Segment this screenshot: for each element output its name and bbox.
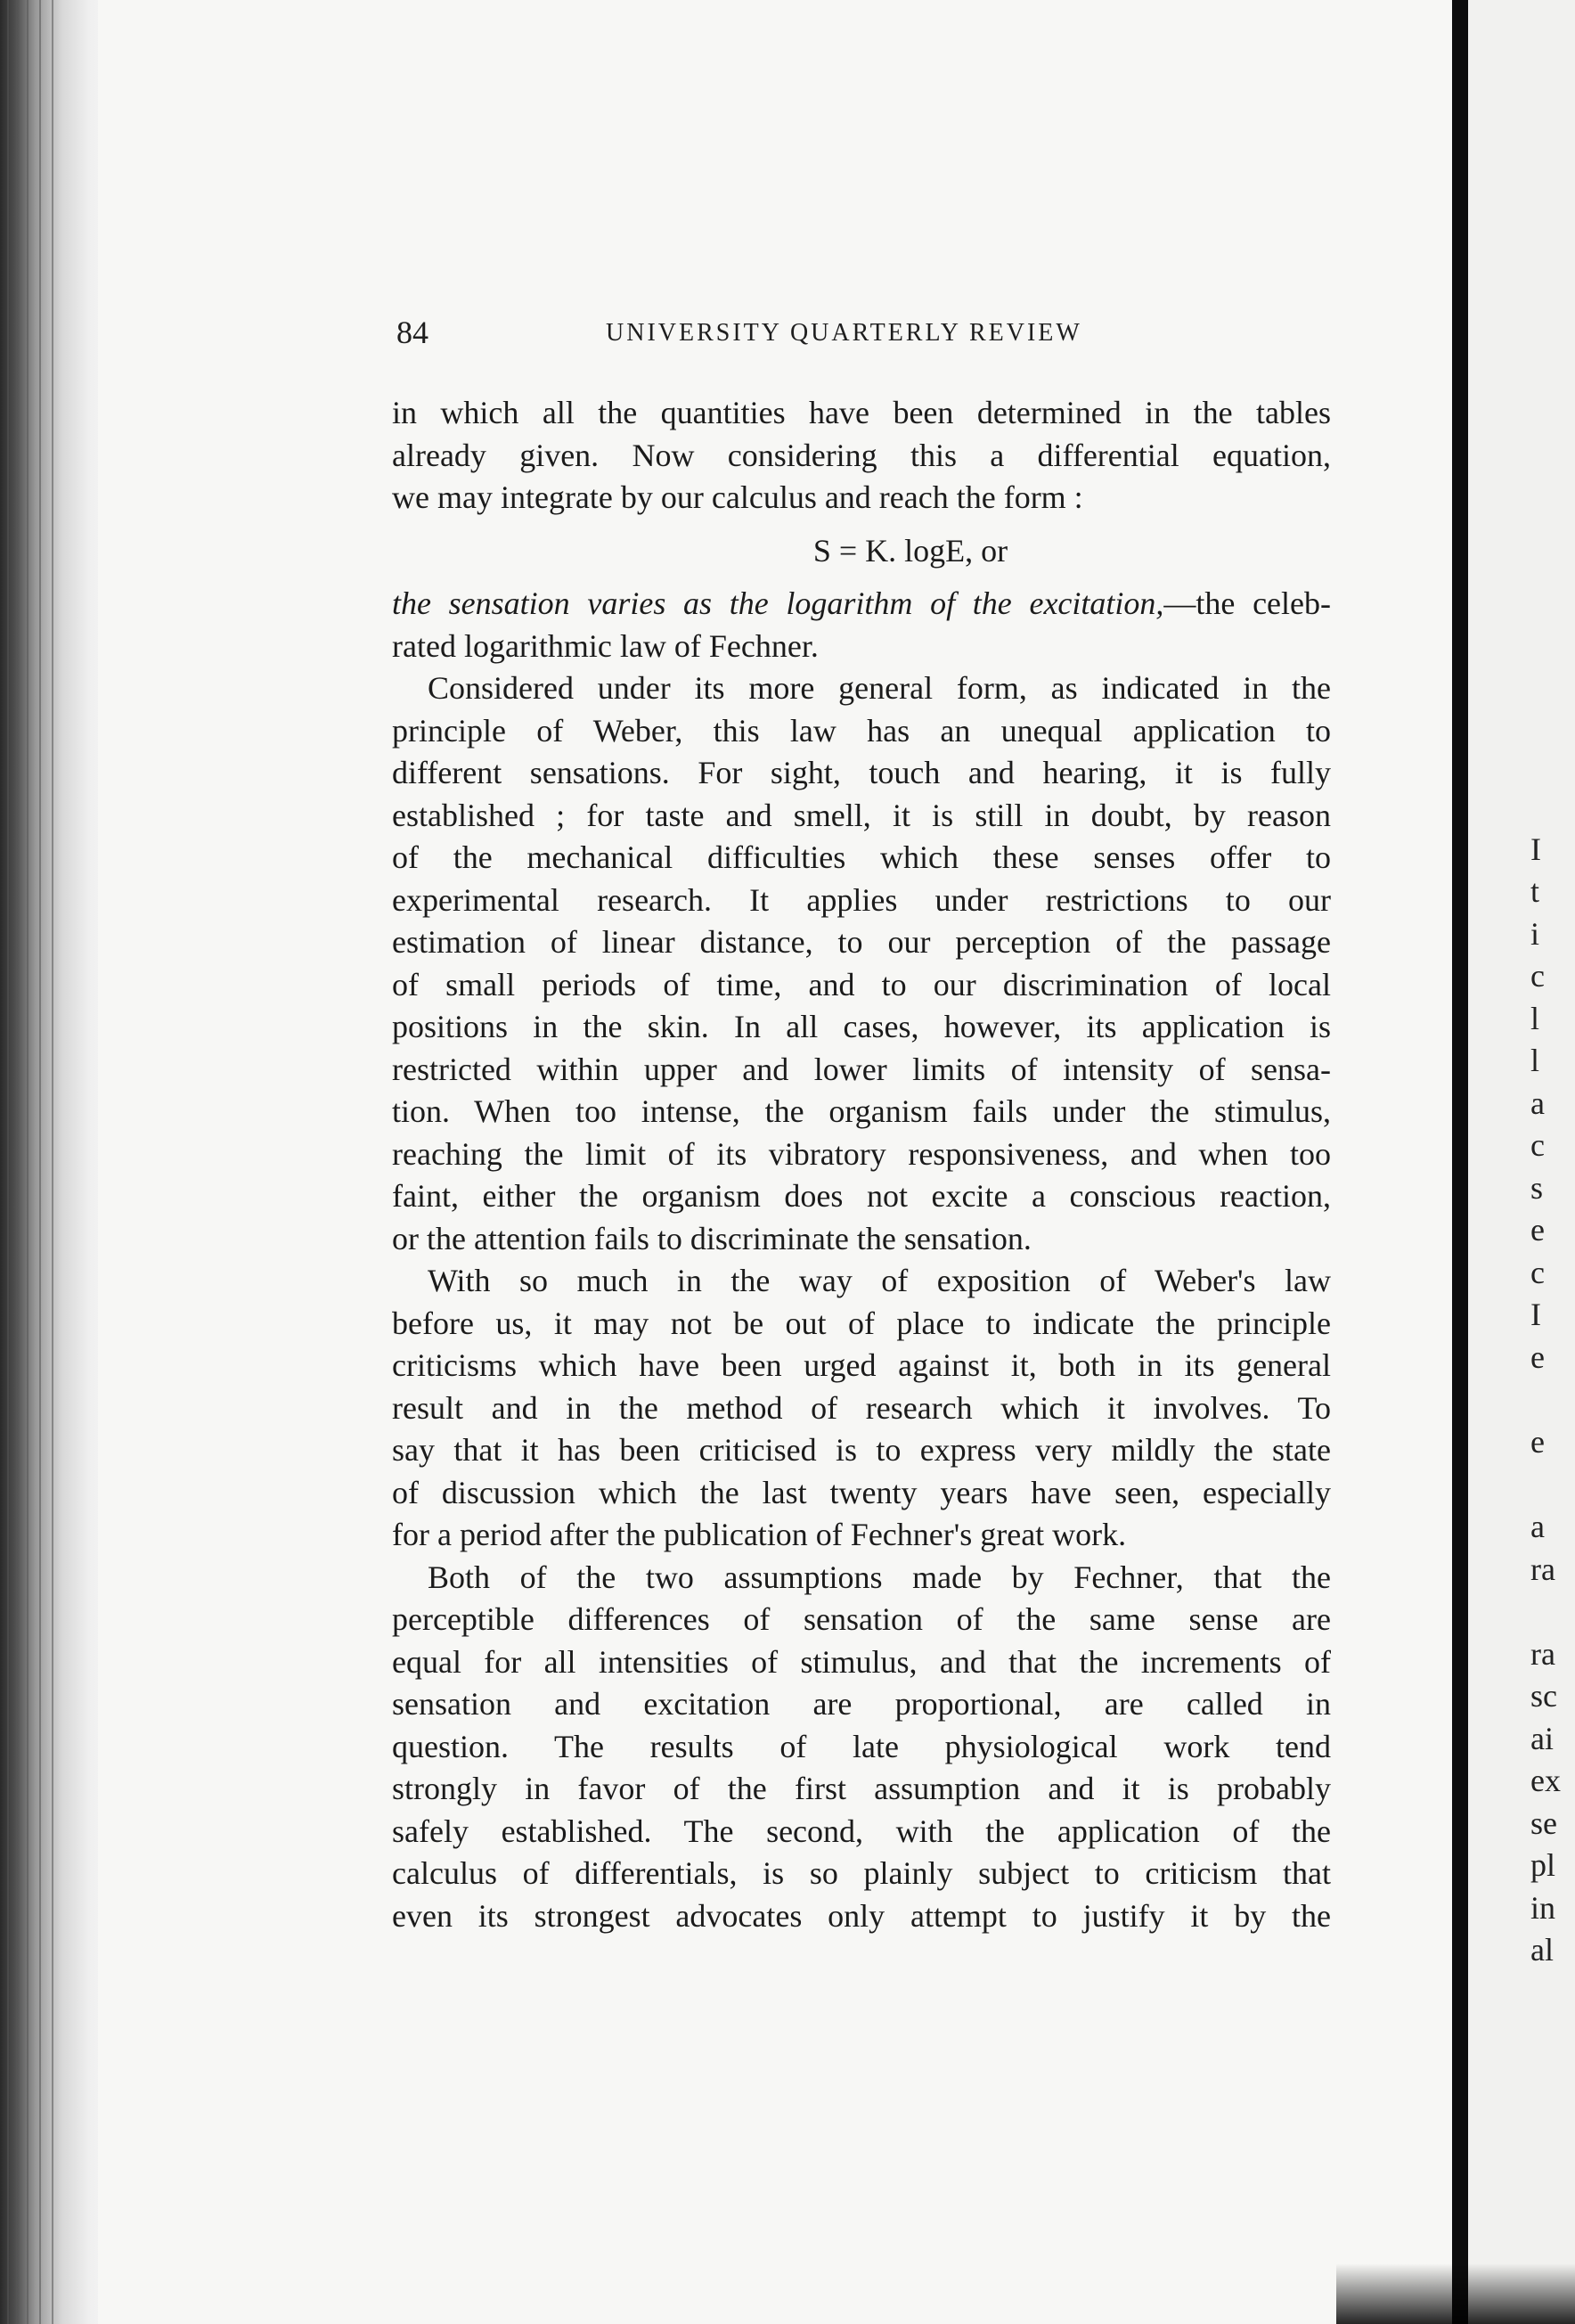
next-page-fragment: al <box>1530 1932 1554 1968</box>
next-page-fragment: ra <box>1530 1636 1555 1672</box>
next-page-fragment: c <box>1530 1127 1545 1163</box>
page-bottom-shadow <box>1336 2263 1575 2324</box>
next-page-fragment: t <box>1530 873 1540 909</box>
text-line: say that it has been criticised is to express very mildly the state <box>392 1432 1331 1468</box>
text-line: reaching the limit of its vibratory responsiveness, and when too <box>392 1135 1331 1172</box>
text-line: Considered under its more general form, as indicated in the <box>428 670 1331 706</box>
next-page-fragment: c <box>1530 1255 1545 1290</box>
next-page-fragment: l <box>1530 1043 1540 1078</box>
book-gutter <box>1452 0 1468 2324</box>
page-edge-line <box>16 0 18 2324</box>
page-edge-line <box>39 0 41 2324</box>
text-line <box>392 583 1331 626</box>
text-line: perceptible differences of sensation of the same sense are <box>392 1601 1331 1637</box>
text-line: for a period after the publication of Fechner's great work. <box>392 1517 1127 1552</box>
text-line: restricted within upper and lower limits of intensity of sensa- <box>392 1051 1331 1087</box>
next-page-fragment: e <box>1530 1424 1545 1460</box>
next-page-fragment: I <box>1530 831 1541 867</box>
body-text <box>392 392 1331 1937</box>
text-line: safely established. The second, with the application of the <box>392 1813 1331 1849</box>
text-line: equal for all intensities of stimulus, and that the increments of <box>392 1643 1331 1680</box>
next-page-fragment: i <box>1530 916 1540 952</box>
text-line: or the attention fails to discriminate the sensation. <box>392 1220 1032 1256</box>
next-page-fragment: c <box>1530 958 1545 994</box>
next-page-edge <box>1468 0 1575 2324</box>
next-page-fragment: ex <box>1530 1763 1561 1798</box>
next-page-fragment: a <box>1530 1509 1545 1544</box>
text-line: strongly in favor of the first assumption and it is probably <box>392 1771 1331 1806</box>
text-fragment: —the celeb- <box>1163 585 1332 621</box>
text-line: rated logarithmic law of Fechner. <box>392 627 819 664</box>
next-page-fragment: ai <box>1530 1721 1554 1756</box>
page-edge-line <box>7 0 9 2324</box>
text-line: experimental research. It applies under restrictions to our <box>392 881 1331 918</box>
text-line: faint, either the organism does not excite a conscious reaction, <box>392 1178 1331 1214</box>
text-line: of the mechanical difficulties which these senses offer to <box>392 839 1331 875</box>
italic-phrase: the sensation varies as the logarithm of the excitation, <box>392 585 1164 621</box>
text-line: Both of the two assumptions made by Fechner, that the <box>428 1559 1331 1595</box>
text-line: estimation of linear distance, to our perception of the passage <box>392 924 1331 960</box>
text-line: already given. Now considering this a differential equation, <box>392 437 1331 473</box>
next-page-fragment: s <box>1530 1170 1544 1206</box>
page-edge-line <box>27 0 29 2324</box>
next-page-fragment: ra <box>1530 1551 1555 1587</box>
text-line: calculus of differentials, is so plainly subject to criticism that <box>392 1855 1331 1891</box>
text-line: established ; for taste and smell, it is still in doubt, by reason <box>392 797 1331 833</box>
next-page-fragment: pl <box>1530 1847 1556 1883</box>
text-line: before us, it may not be out of place to indicate the principle <box>392 1305 1331 1341</box>
text-line: in which all the quantities have been determined in the tables <box>392 395 1331 430</box>
next-page-fragment: e <box>1530 1212 1545 1248</box>
text-line: question. The results of late physiological work tend <box>392 1728 1331 1764</box>
next-page-fragment: se <box>1530 1805 1557 1841</box>
next-page-fragment: I <box>1530 1297 1541 1332</box>
text-line: sensation and excitation are proportional, are called in <box>392 1686 1331 1722</box>
formula: S = K. logE, or <box>812 532 1008 569</box>
text-line: With so much in the way of exposition of Weber's law <box>428 1263 1331 1298</box>
page-edge-line <box>52 0 53 2324</box>
next-page-fragment: e <box>1530 1339 1545 1375</box>
running-title: UNIVERSITY QUARTERLY REVIEW <box>606 319 1082 347</box>
next-page-fragment: in <box>1530 1890 1556 1926</box>
text-line: of small periods of time, and to our discrimination of local <box>392 966 1331 1002</box>
running-head <box>396 314 1332 353</box>
book-binding-edge <box>0 0 107 2324</box>
next-page-fragment: a <box>1530 1085 1545 1121</box>
text-line: we may integrate by our calculus and reach the form : <box>392 479 1083 515</box>
text-line: positions in the skin. In all cases, however, its application is <box>392 1009 1331 1044</box>
text-line: tion. When too intense, the organism fails under the stimulus, <box>392 1093 1331 1129</box>
next-page-fragment: sc <box>1530 1678 1557 1714</box>
text-line: principle of Weber, this law has an unequal application to <box>392 712 1331 749</box>
text-line: even its strongest advocates only attempt to justify it by the <box>392 1897 1331 1934</box>
text-line: criticisms which have been urged against it, both in its general <box>392 1347 1331 1383</box>
text-line: result and in the method of research which it involves. To <box>392 1389 1331 1426</box>
next-page-fragment: l <box>1530 1001 1540 1036</box>
text-line: of discussion which the last twenty years have seen, especially <box>392 1474 1331 1510</box>
text-line: different sensations. For sight, touch and hearing, it is fully <box>392 755 1331 790</box>
page-number: 84 <box>396 315 428 350</box>
